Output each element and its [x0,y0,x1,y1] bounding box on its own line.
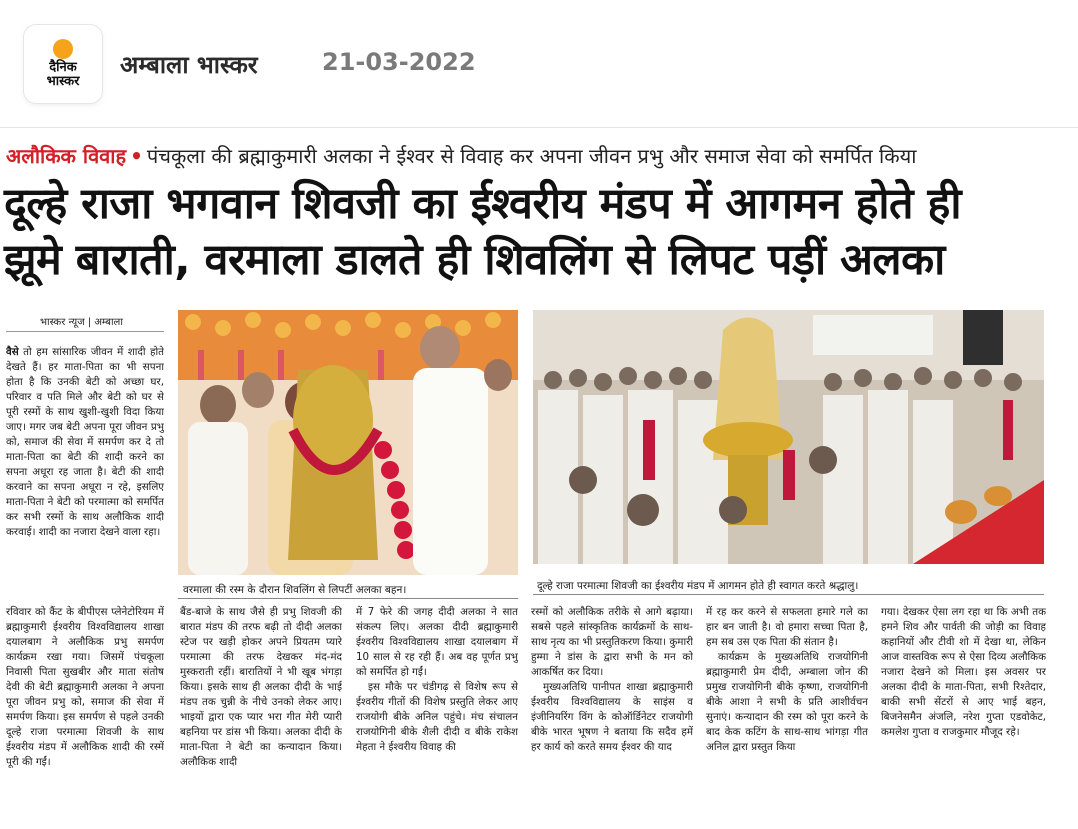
edition-name: अम्बाला भास्कर [120,51,258,79]
column-5-text-a: में रह कर करने से सफलता हमारे गले का हार बन जाती है। वो हमारा सच्चा पिता है, हम सब उस एक पिता की संतान है। [706,606,868,648]
photo-procession-graphic [533,310,1044,564]
photo-varmala-graphic [178,310,518,575]
article-column-1 [6,605,164,821]
dainik-bhaskar-logo[interactable] [24,25,102,103]
logo-text-line2: भास्कर [46,74,80,89]
column-5-text-b: कार्यक्रम के मुख्यअतिथि राजयोगिनी ब्रह्माकुमारी प्रेम दीदी, अम्बाला जोन की प्रमुख राजयोगिनी बीके कृष्णा, राजयोगिनी बीके आशा ने सभी के प्रति आशीर्वचन सुनाएं। कन्यादान की रस्म को पूरा करने के बाद केक कटिंग के साथ-साथ भांगड़ा गीत अनिल द्वारा प्रस्तुत किया [706,651,868,753]
caption-rule-left [178,598,518,599]
column-6-text: गया। देखकर ऐसा लग रहा था कि अभी तक हमने शिव और पार्वती की जोड़ी का विवाह कहानियों और टीवी शो में देखा था, लेकिन आज वास्तविक रूप से ऐसा दिव्य अलौकिक नजारा देखने को मिला। इस अवसर पर अलका दीदी के माता-पिता, सभी रिश्तेदार, बाकी सभी सेंटरों से आए भाई बहन, बिजनेसमैन अंजलि, नरेश गुप्ता एडवोकेट, कमलेश गुप्ता व राजकुमार मौजूद रहे। [881,606,1046,738]
page-header [0,0,1078,128]
caption-rule-right [533,594,1044,595]
intro-paragraph [6,345,164,595]
photo-caption-left: वरमाला की रस्म के दौरान शिवलिंग से लिपटीं अलका बहन। [183,584,407,596]
headline [4,176,1074,288]
photo-shivling-procession [533,310,1044,564]
article-column-2 [180,605,342,821]
article-column-3 [356,605,518,821]
kicker-bullet: • [130,144,143,168]
article-column-4 [531,605,693,821]
kicker-label: अलौकिक विवाह [6,144,127,168]
intro-lead: वैसे [6,346,19,358]
photo-varmala-ritual [178,310,518,575]
kicker-text: पंचकूला की ब्रह्माकुमारी अलका ने ईश्वर से विवाह कर अपना जीवन प्रभु और समाज सेवा को समर्पित किया [146,144,917,168]
header-divider [0,127,1078,128]
headline-line-2: झूमे बाराती, वरमाला डालते ही शिवलिंग से लिपट पड़ीं अलका [4,235,945,285]
article-column-6 [881,605,1046,821]
column-3-text-a: में 7 फेरे की जगह दीदी अलका ने सात संकल्प लिए। अलका दीदी ब्रह्माकुमारी ईश्वरीय विश्वविद्यालय शाखा दयालबाग में 10 साल से रह रही हैं। अब वह पूर्णत प्रभु को समर्पित हो गईं। [356,606,518,678]
intro-text: तो हम सांसारिक जीवन में शादी होते देखते हैं। हर माता-पिता का भी सपना होता है कि उनकी बेटी को अच्छा घर, परिवार व पति मिले और बेटी को घर से पूरी रस्मों के साथ खुशी-खुशी विदा किया जाए। मगर जब बेटी अपना पूरा जीवन प्रभु को, समाज की सेवा में समर्पण कर दे तो माता-पिता का बेटी की शादी करने का सपना अधूरा रह जाता है। बेटी की शादी करवाने का सपना अधूरा न रहे, इसलिए माता-पिता ने बेटी को परमात्मा को समर्पित कर सभी रस्मों के साथ अलौकिक शादी करवाई। शादी का नजारा देखने वाला रहा। [6,346,164,538]
column-4-text-a: रस्मों को अलौकिक तरीके से आगे बढ़ाया। सबसे पहले सांस्कृतिक कार्यक्रमों के साथ-साथ नृत्य का भी प्रस्तुतिकरण किया। कुमारी हुम्मा ने डांस के द्वारा सभी के मन को आकर्षित कर दिया। [531,606,693,678]
byline: भास्कर न्यूज | अम्बाला [40,317,123,328]
edition-date: 21-03-2022 [322,48,476,76]
column-3-text-b: इस मौके पर चंडीगढ़ से विशेष रूप से ईश्वरीय गीतों की विशेष प्रस्तुति लेकर आए राजयोगी बीके अनिल पहुंचे। मंच संचालन राजयोगिनी बीके शैली दीदी व बीके राकेश मेहता ने ईश्वरीय विवाह की [356,681,518,753]
column-2-text: बैंड-बाजे के साथ जैसे ही प्रभु शिवजी की बारात मंडप की तरफ बढ़ी तो दीदी अलका स्टेज पर खड़ी होकर अपने प्रियतम प्यारे परमात्मा की तरफ देखकर मंद-मंद मुस्कराती रहीं। बारातियों ने भी खूब भंगड़ा किया। इसके साथ ही अलका दीदी के भाई मंडप तक चुन्नी के नीचे उनको लेकर आए। भाइयों द्वारा एक प्यार भरा गीत मेरी प्यारी बहनिया पर डांस भी किया। अलका दीदी के माता-पिता ने बेटी का कन्यादान किया। अलौकिक शादी [180,606,342,768]
photo-caption-right: दूल्हे राजा परमात्मा शिवजी का ईश्वरीय मंडप में आगमन होते ही स्वागत करते श्रद्धालु। [537,580,859,592]
byline-rule [6,331,164,332]
column-1-text: रविवार को कैंट के बीपीएस प्लेनेटोरियम में ब्रह्माकुमारी ईश्वरीय विश्वविद्यालय शाखा दयालबाग ने अलौकिक प्रभु समर्पण कार्यक्रम रखा गया। जिसमें पंचकूला निवासी पिता सुखबीर और माता संतोष देवी की बेटी ब्रह्माकुमारी अलका ने अपना पूरा जीवन प्रभु को, समाज की सेवा में समर्पण किया। इस समर्पण से पहले उनकी दूल्हे राजा परमात्मा शिवजी के साथ ईश्वरीय मंडप में अलौकिक शादी की रस्में पूरी की गईं। [6,606,164,768]
kicker [6,142,916,169]
headline-line-1: दूल्हे राजा भगवान शिवजी का ईश्वरीय मंडप में आगमन होते ही [4,179,962,229]
logo-text-line1: दैनिक [49,60,77,75]
column-4-text-b: मुख्यअतिथि पानीपत शाखा ब्रह्माकुमारी ईश्वरीय विश्वविद्यालय के साइंस व इंजीनियरिंग विंग के कोऑर्डिनेटर राजयोगी बीके भारत भूषण ने बताया कि सदैव हमें हर कार्य को करते समय ईश्वर की याद [531,681,693,753]
article-column-5 [706,605,868,821]
sun-icon [53,39,73,59]
